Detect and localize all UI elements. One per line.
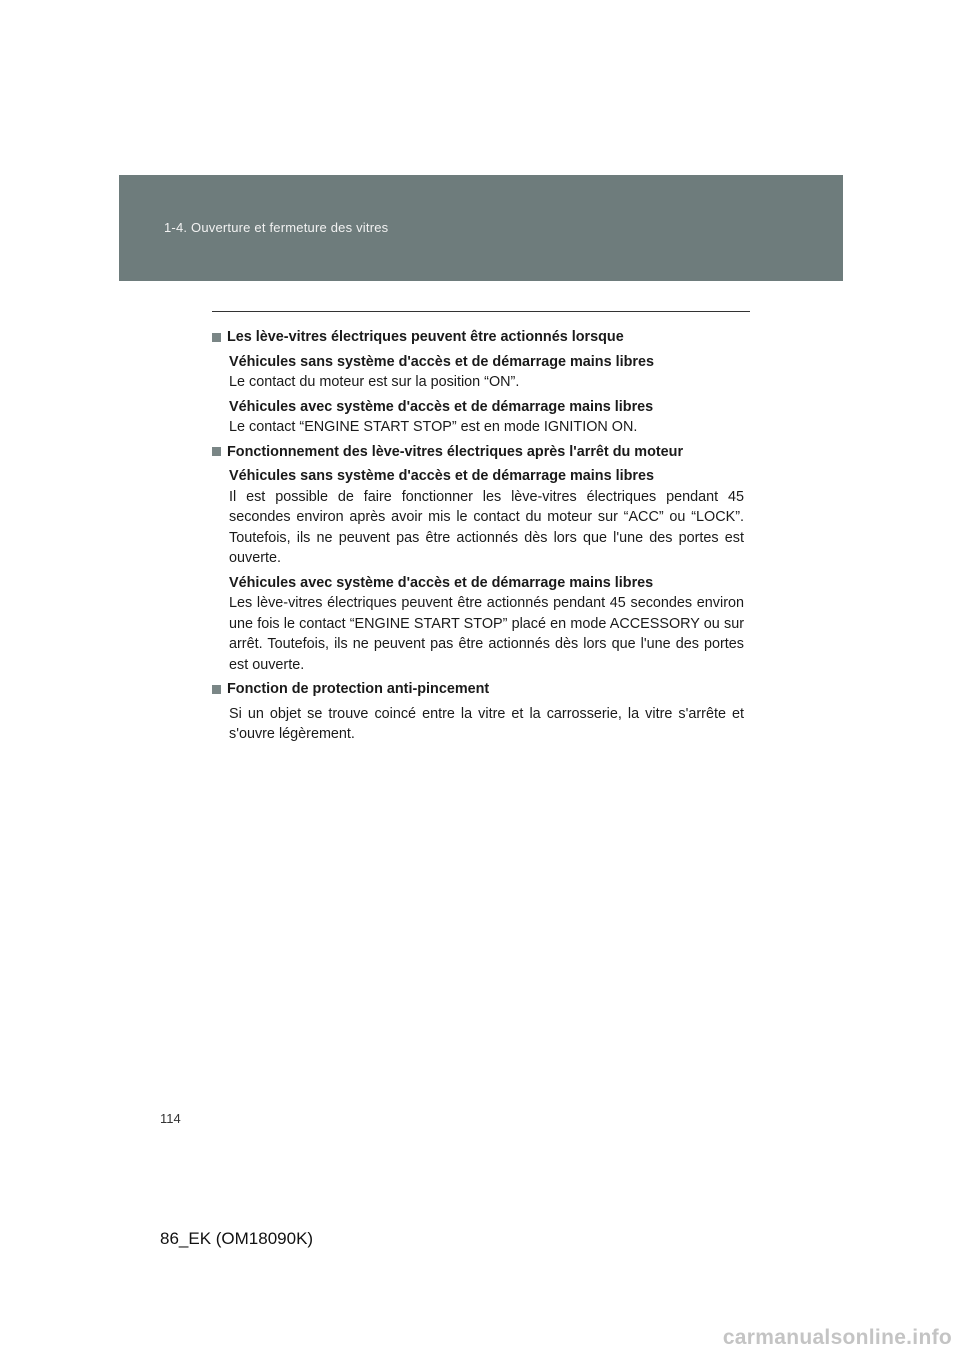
condition-block [229, 704, 744, 745]
page-number: 114 [160, 1111, 181, 1126]
section-heading-text: Les lève-vitres électriques peuvent être actionnés lorsque [227, 329, 624, 345]
vehicle-type-subheading: Véhicules avec système d'accès et de démarrage mains libres [229, 398, 654, 415]
vehicle-type-subheading: Véhicules sans système d'accès et de démarrage mains libres [229, 353, 654, 370]
chapter-header-band [119, 175, 843, 281]
section-heading [212, 327, 744, 348]
square-bullet-icon [212, 685, 221, 694]
condition-text: Il est possible de faire fonctionner les lève-vitres électriques pendant 45 secondes environ après avoir mis le contact du moteur sur “ACC” ou “LOCK”. Toutefois, ils ne peuvent pas être actionnés dès lors que l'une des portes est ouverte. [229, 488, 744, 566]
section-operating-conditions [212, 327, 744, 438]
section-heading [212, 442, 744, 463]
square-bullet-icon [212, 447, 221, 456]
section-after-engine-stop [212, 442, 744, 676]
section-anti-pinch [212, 679, 744, 745]
condition-block [229, 352, 744, 393]
section-divider [212, 311, 750, 312]
condition-block [229, 397, 744, 438]
section-heading [212, 679, 744, 700]
condition-text: Le contact “ENGINE START STOP” est en mode IGNITION ON. [229, 419, 638, 435]
section-heading-text: Fonction de protection anti-pincement [227, 681, 490, 697]
condition-text: Si un objet se trouve coincé entre la vitre et la carrosserie, la vitre s'arrête et s'ouvre légèrement. [229, 705, 744, 742]
document-code: 86_EK (OM18090K) [160, 1229, 314, 1248]
condition-text: Le contact du moteur est sur la position “ON”. [229, 374, 520, 390]
page-content [212, 327, 744, 749]
vehicle-type-subheading: Véhicules sans système d'accès et de démarrage mains libres [229, 468, 654, 484]
section-title: 1-4. Ouverture et fermeture des vitres [164, 220, 389, 235]
condition-block [229, 573, 744, 676]
section-heading-text: Fonctionnement des lève-vitres électriques après l'arrêt du moteur [227, 443, 684, 460]
condition-block [229, 466, 744, 569]
condition-text: Les lève-vitres électriques peuvent être actionnés pendant 45 secondes environ une fois le contact “ENGINE START STOP” placé en mode ACCESSORY ou sur arrêt. Toutefois, ils ne peuvent pas être actionnés dès lors que l'une des portes est ouverte. [229, 595, 744, 673]
square-bullet-icon [212, 333, 221, 342]
watermark: carmanualsonline.info [722, 1326, 952, 1349]
vehicle-type-subheading: Véhicules avec système d'accès et de démarrage mains libres [229, 574, 654, 591]
